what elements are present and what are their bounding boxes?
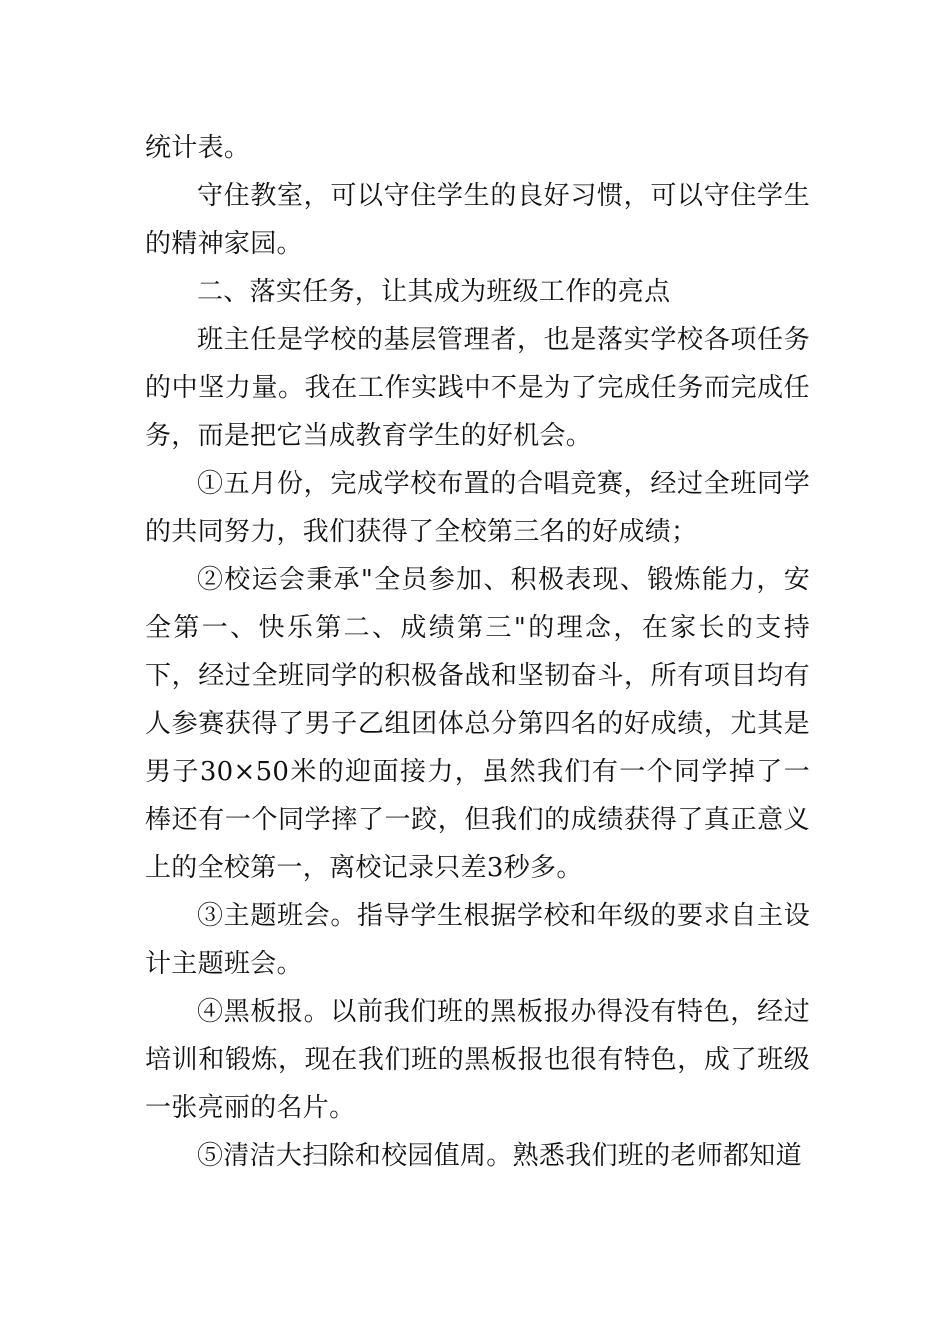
paragraph-classroom: 守住教室，可以守住学生的良好习惯，可以守住学生的精神家园。: [145, 181, 810, 259]
list-item-sports-meet: ②校运会秉承"全员参加、积极表现、锻炼能力，安全第一、快乐第二、成绩第三"的理念，在家长的支持下，经过全班同学的积极备战和坚韧奋斗，所有项目均有人参赛获得了男子乙组团体总分第四名的好成绩，尤其是男子30×50米的迎面接力，虽然我们有一个同学掉了一棒还有一个同学摔了一跤，但我们的成绩获得了真正意义上的全校第一，离校记录只差3秒多。: [145, 565, 810, 883]
list-item-blackboard: ④黑板报。以前我们班的黑板报办得没有特色，经过培训和锻炼，现在我们班的黑板报也很有特色，成了班级一张亮丽的名片。: [145, 997, 810, 1123]
list-item-cleaning: ⑤清洁大扫除和校园值周。熟悉我们班的老师都知道: [197, 1141, 802, 1171]
list-item-theme-meeting: ③主题班会。指导学生根据学校和年级的要求自主设计主题班会。: [145, 901, 810, 979]
document-body: [145, 124, 810, 1180]
section-heading: 二、落实任务，让其成为班级工作的亮点: [197, 277, 671, 307]
list-item-choir: ①五月份，完成学校布置的合唱竞赛，经过全班同学的共同努力，我们获得了全校第三名的好成绩；: [145, 469, 810, 547]
paragraph-intro: 班主任是学校的基层管理者，也是落实学校各项任务的中坚力量。我在工作实践中不是为了完成任务而完成任务，而是把它当成教育学生的好机会。: [145, 325, 810, 451]
paragraph-continuation: 统计表。: [145, 133, 251, 163]
